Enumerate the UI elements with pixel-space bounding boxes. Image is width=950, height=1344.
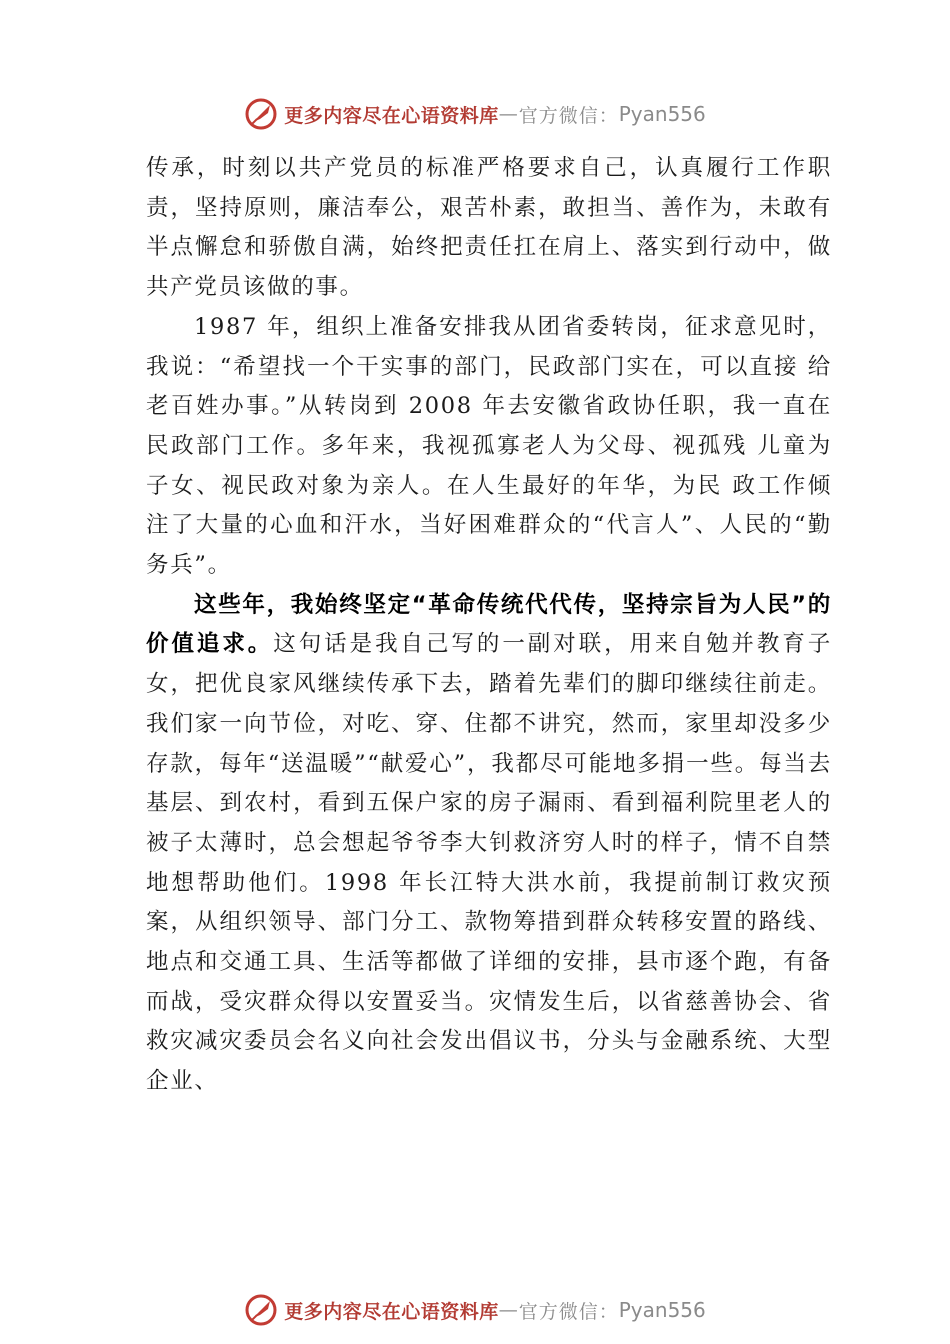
paragraph-1: 传承，时刻以共产党员的标准严格要求自己，认真履行工作职责，坚持原则，廉洁奉公，艰苦朴素，敢担当、善作为，未敢有半点懈怠和骄傲自满，始终把责任扛在肩上、落实到行动中，做共产党员该做的事。 — [146, 155, 832, 301]
watermark-dash: — — [498, 103, 519, 125]
watermark-wechat-label: 官方微信： — [518, 1300, 619, 1323]
watermark-wechat-label: 官方微信： — [518, 104, 619, 127]
watermark-library-text: 更多内容尽在心语资料库 — [284, 104, 499, 127]
watermark-library-text: 更多内容尽在心语资料库 — [284, 1300, 499, 1323]
watermark-dash: — — [498, 1299, 519, 1321]
footer-watermark — [0, 1290, 950, 1330]
quill-logo-icon — [244, 1293, 278, 1327]
paragraph-3 — [146, 586, 832, 1102]
document-body — [146, 149, 832, 1102]
paragraph-3-text: 这句话是我自己写的一副对联，用来自勉并教育子女，把优良家风继续传承下去，踏着先辈们的脚印继续往前走。我们家一向节俭，对吃、穿、住都不讲究，然而，家里却没多少存款，每年“送温暖”“献爱心”，我都尽可能地多捐一些。每当去基层、到农村，看到五保户家的房子漏雨、看到福利院里老人的被子太薄时，总会想起爷爷李大钊救济穷人时的样子，情不自禁地想帮助他们。1998 年长江特大洪水前，我提前制订救灾预案，从组织领导、部门分工、款物筹措到群众转移安置的路线、地点和交通工具、生活等都做了详细的安排，县市逐个跑，有备而战，受灾群众得以安置妥当。灾情发生后，以省慈善协会、省救灾减灾委员会名义向社会发出倡议书，分头与金融系统、大型企业、 — [146, 631, 832, 1095]
watermark-wechat-id: Pyan556 — [618, 102, 706, 126]
header-watermark — [0, 94, 950, 134]
quill-logo-icon — [244, 97, 278, 131]
paragraph-2: 1987 年，组织上准备安排我从团省委转岗，征求意见时，我说：“希望找一个干实事的部门，民政部门实在，可以直接 给老百姓办事。”从转岗到 2008 年去安徽省政协任职，我一直在民政部门工作。多年来，我视孤寡老人为父母、视孤残 儿童为子女、视民政对象为亲人。在人生最好的年华，为民 政工作倾注了大量的心血和汗水，当好困难群众的“代言人”、人民的“勤务兵”。 — [146, 313, 832, 579]
paragraph-3-bold-lead: 这些年，我始终坚定“革命传统代代传，坚持宗旨为人民”的价值追求。 — [146, 591, 832, 658]
watermark-wechat-id: Pyan556 — [618, 1298, 706, 1322]
